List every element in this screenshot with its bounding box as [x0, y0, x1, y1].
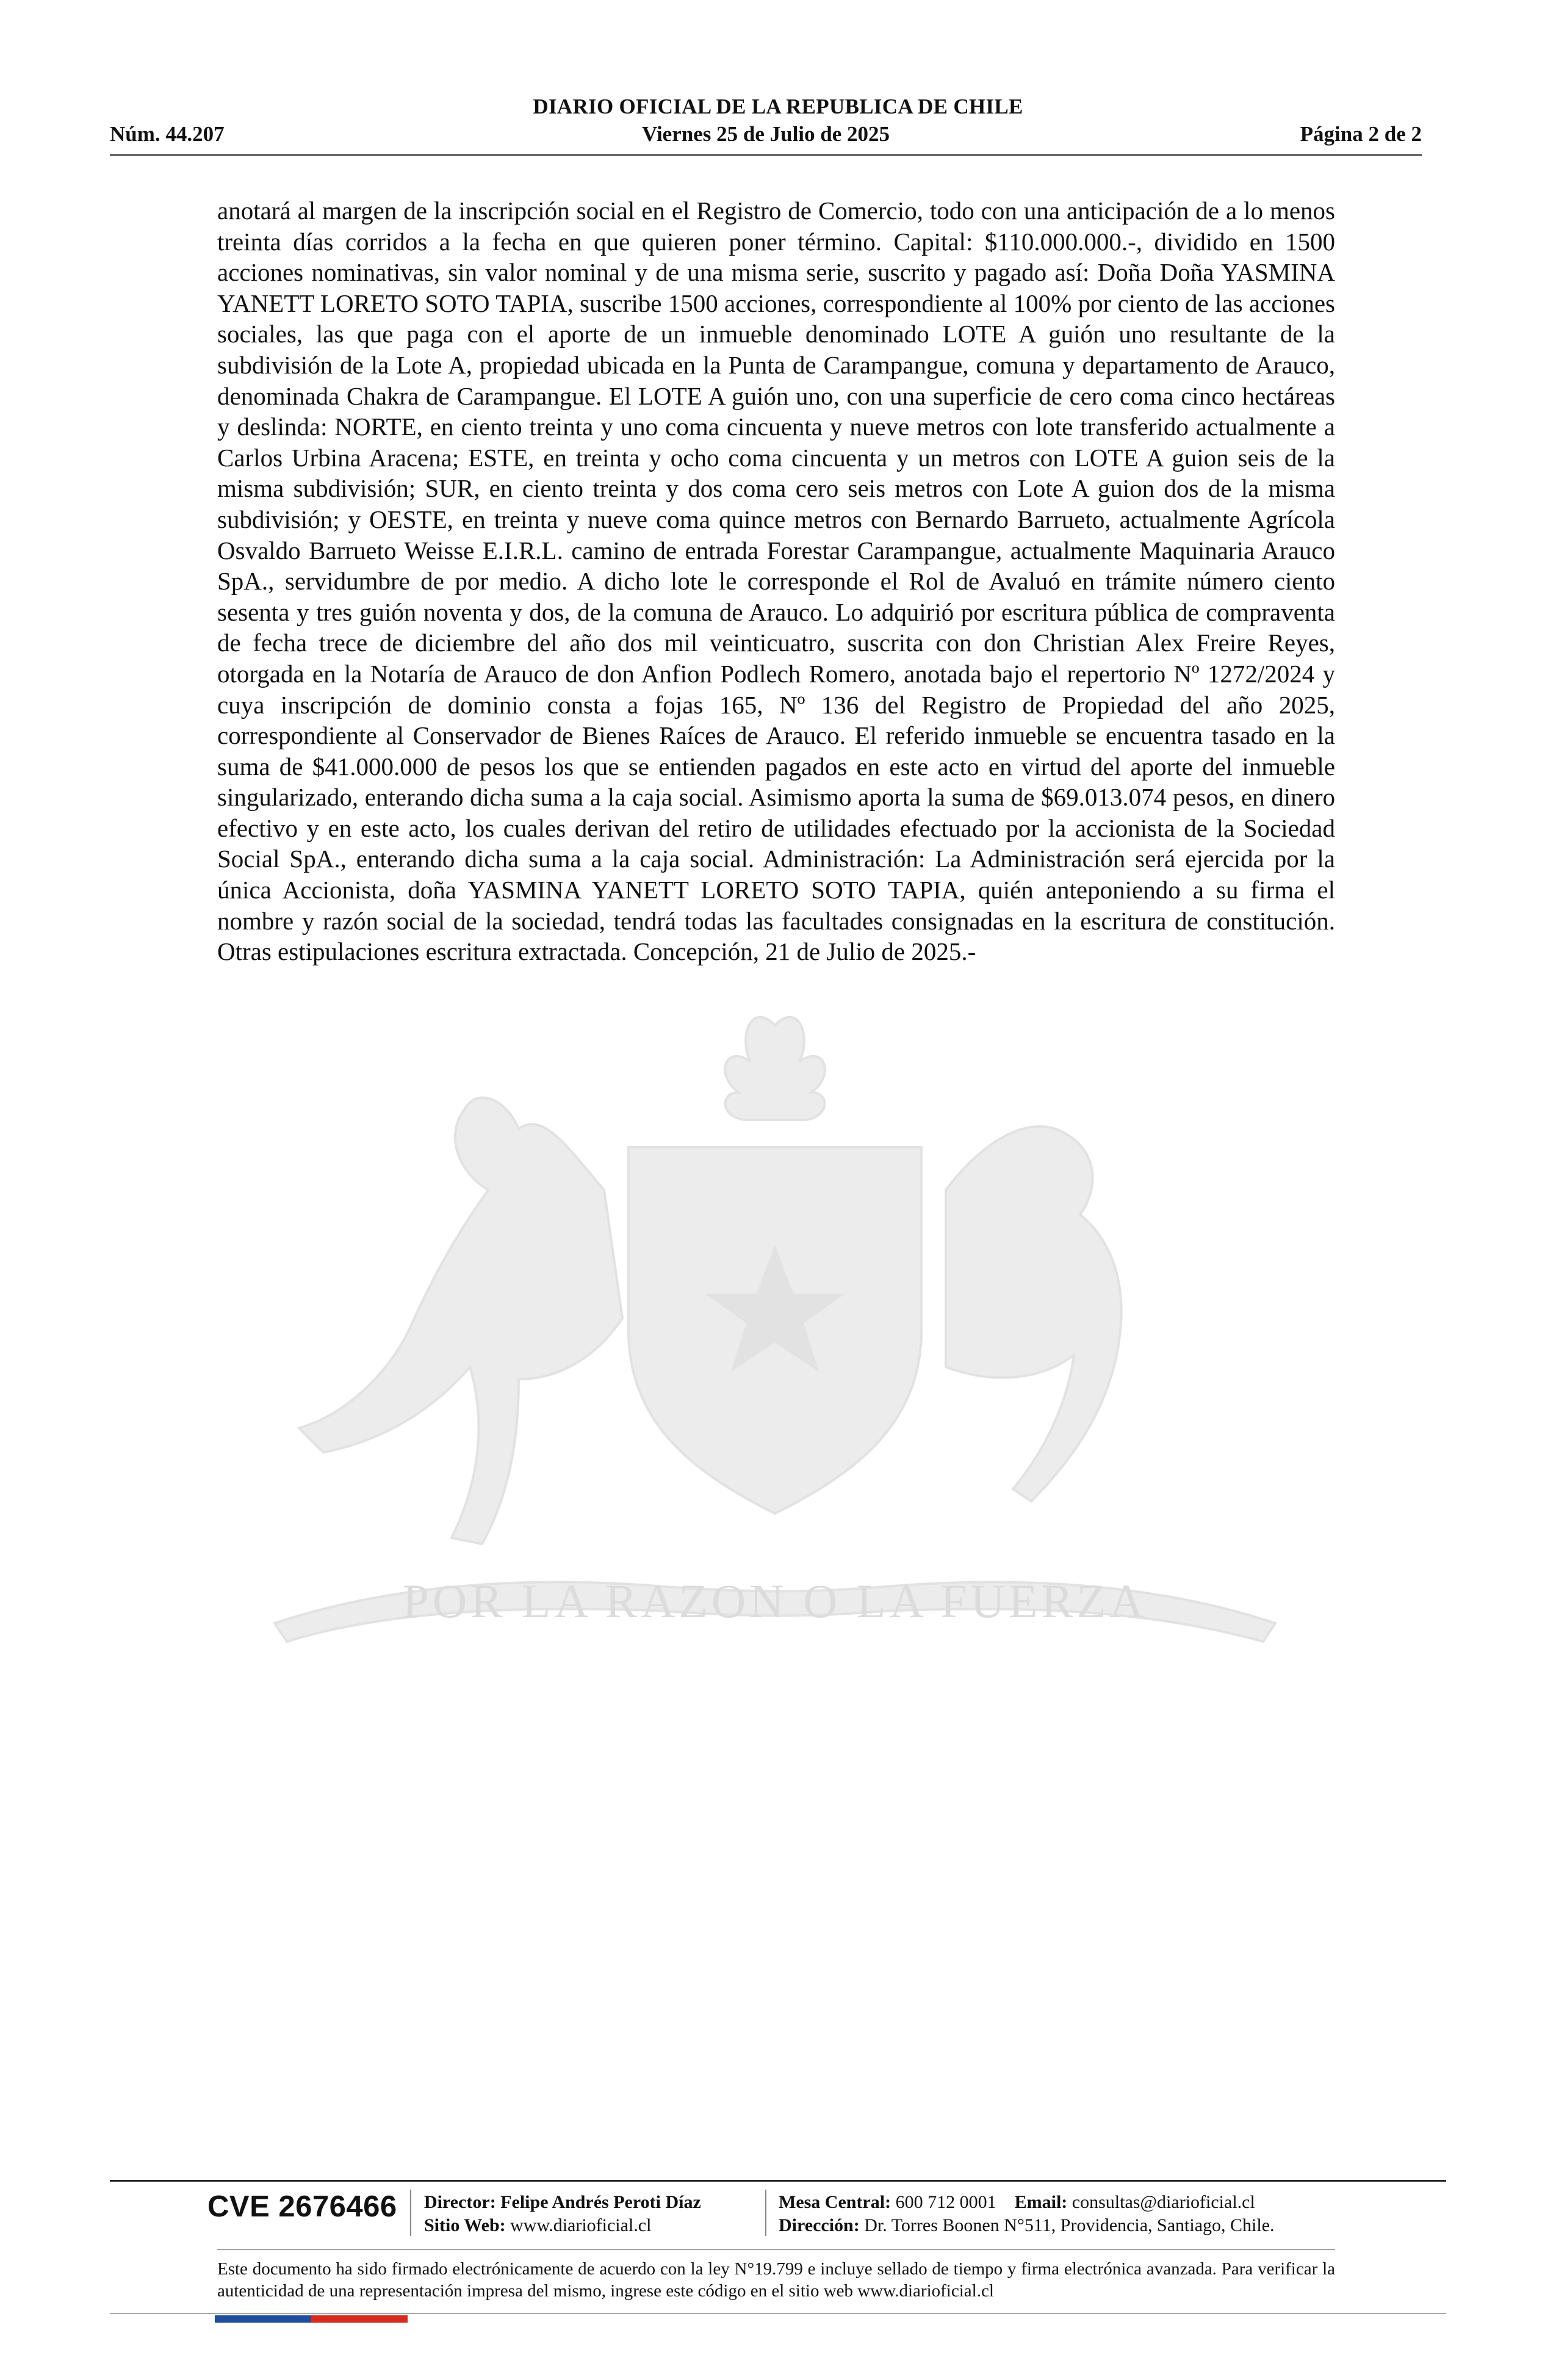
footer-mid-divider	[217, 2249, 1335, 2250]
coat-of-arms-watermark	[201, 989, 1349, 1660]
publication-title: DIARIO OFICIAL DE LA REPUBLICA DE CHILE	[533, 95, 1023, 118]
flag-blue-segment	[215, 2315, 311, 2323]
flag-stripe	[215, 2315, 408, 2323]
director-line	[424, 2191, 701, 2214]
flag-red-segment	[311, 2315, 408, 2323]
email-link[interactable]: consultas@diarioficial.cl	[1072, 2192, 1255, 2212]
address-text: Dr. Torres Boonen N°511, Providencia, Santiago, Chile.	[864, 2215, 1275, 2235]
issue-number: Núm. 44.207	[110, 122, 225, 146]
phone-number: 600 712 0001	[895, 2192, 996, 2212]
issue-date: Viernes 25 de Julio de 2025	[641, 122, 890, 146]
address-label: Dirección:	[779, 2215, 860, 2235]
extract-body-text: anotará al margen de la inscripción social en el Registro de Comercio, todo con una anticipación de a lo menos treinta días corridos a la fecha en que quieren poner término. Capital: $110.000.000.-, dividido en 1500 acciones nominativas, sin valor nominal y de una misma serie, suscrito y pagado así: Doña Doña YASMINA YANETT LORETO SOTO TAPIA, suscribe 1500 acciones, correspondiente al 100% por ciento de las acciones sociales, las que paga con el aporte de un inmueble denominado LOTE A guión uno resultante de la subdivisión de la Lote A, propiedad ubicada en la Punta de Carampangue, comuna y departamento de Arauco, denominada Chakra de Carampangue. El LOTE A guión uno, con una superficie de cero coma cinco hectáreas y deslinda: NORTE, en ciento treinta y uno coma cincuenta y nueve metros con lote transferido actualmente a Carlos Urbina Aracena; ESTE, en treinta y ocho coma cincuenta y un metros con LOTE A guion seis de la misma subdivisión; SUR, en ciento treinta y dos coma cero seis metros con Lote A guion dos de la misma subdivisión; y OESTE, en treinta y nueve coma quince metros con Bernardo Barrueto, actualmente Agrícola Osvaldo Barrueto Weisse E.I.R.L. camino de entrada Forestar Carampangue, actualmente Maquinaria Arauco SpA., servidumbre de por medio. A dicho lote le corresponde el Rol de Avaluó en trámite número ciento sesenta y tres guión noventa y dos, de la comuna de Arauco. Lo adquirió por escritura pública de compraventa de fecha trece de diciembre del año dos mil veinticuatro, suscrita con don Christian Alex Freire Reyes, otorgada en la Notaría de Arauco de don Anfion Podlech Romero, anotada bajo el repertorio Nº 1272/2024 y cuya inscripción de dominio consta a fojas 165, Nº 136 del Registro de Propiedad del año 2025, correspondiente al Conservador de Bienes Raíces de Arauco. El referido inmueble se encuentra tasado en la suma de $41.000.000 de pesos los que se entienden pagados en este acto en virtud del aporte del inmueble singularizado, enterando dicha suma a la caja social. Asimismo aporta la suma de $69.013.074 pesos, en dinero efectivo y en este acto, los cuales derivan del retiro de utilidades efectuado por la accionista de la Sociedad Social SpA., enterando dicha suma a la caja social. Administración: La Administración será ejercida por la única Accionista, doña YASMINA YANETT LORETO SOTO TAPIA, quién anteponiendo a su firma el nombre y razón social de la sociedad, tendrá todas las facultades consignadas en la escritura de constitución. Otras estipulaciones escritura extractada. Concepción, 21 de Julio de 2025.-	[217, 197, 1335, 966]
page-indicator: Página 2 de 2	[1300, 122, 1422, 146]
contact-line	[779, 2191, 1275, 2214]
footer-contact-block	[779, 2191, 1275, 2237]
footer-separator	[765, 2190, 766, 2236]
footer-separator	[410, 2190, 411, 2236]
address-line	[779, 2214, 1275, 2237]
signature-note: Este documento ha sido firmado electrónicamente de acuerdo con la ley N°19.799 e incluye sellado de tiempo y firma electrónica avanzada. Para verificar la autenticidad de una representación impresa del mismo, ingrese este código en el sitio web www.diarioficial.cl	[217, 2259, 1335, 2301]
footer-top-divider	[110, 2180, 1446, 2182]
header-divider	[110, 154, 1422, 156]
email-label: Email:	[1014, 2192, 1068, 2212]
director-label: Director:	[424, 2192, 496, 2212]
watermark-motto: POR LA RAZON O LA FUERZA	[402, 1574, 1148, 1628]
website-link[interactable]: www.diarioficial.cl	[510, 2215, 652, 2235]
footer-director-block	[424, 2191, 701, 2237]
header-row	[110, 122, 1422, 150]
director-name: Felipe Andrés Peroti Díaz	[500, 2192, 701, 2212]
phone-label: Mesa Central:	[779, 2192, 891, 2212]
website-label: Sitio Web:	[424, 2215, 506, 2235]
website-line	[424, 2214, 701, 2237]
cve-code: CVE 2676466	[207, 2190, 397, 2223]
